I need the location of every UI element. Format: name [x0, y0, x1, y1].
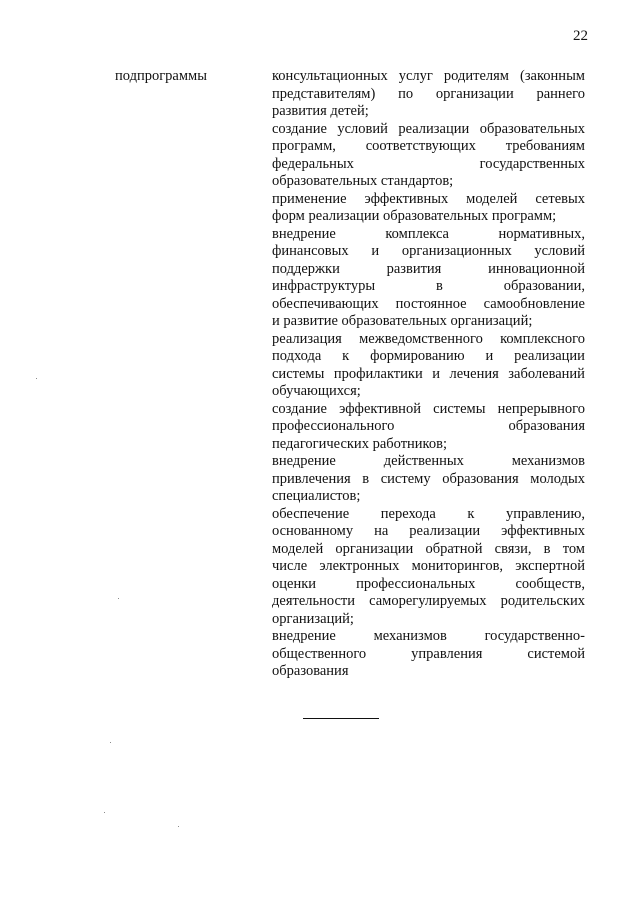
text-word: подхода — [272, 348, 322, 364]
text-line — [272, 86, 585, 104]
text-word: сообществ, — [515, 575, 585, 592]
text-word: поддержки — [272, 260, 340, 277]
text-word: управлению, — [505, 505, 585, 522]
text-line — [272, 646, 585, 664]
text-word: реализации — [398, 120, 470, 137]
text-word: организации — [335, 540, 414, 557]
program-goals-text — [272, 68, 585, 681]
scan-speck — [36, 378, 37, 379]
text-line — [272, 243, 585, 261]
text-word: педагогических работников; — [272, 435, 447, 452]
text-word: реализации — [409, 523, 481, 539]
text-word: сетевых — [535, 190, 585, 207]
text-word: в — [362, 470, 370, 487]
text-word: связи, — [494, 540, 532, 557]
text-word: федеральных — [272, 155, 354, 172]
text-line — [272, 611, 585, 629]
text-line — [272, 121, 585, 139]
text-word: организации — [435, 85, 514, 102]
text-line — [272, 226, 585, 244]
text-word: лечения — [449, 365, 499, 382]
text-word: требованиям — [505, 138, 585, 154]
text-line — [272, 278, 585, 296]
text-word: на — [374, 523, 389, 539]
text-word: мониторингов, — [411, 558, 504, 574]
text-word: управления — [411, 645, 483, 662]
text-word: применение — [272, 190, 347, 207]
end-divider-line — [303, 718, 379, 719]
text-word: обучающихся; — [272, 383, 361, 399]
text-word: организаций; — [272, 610, 354, 627]
text-line — [272, 331, 585, 349]
text-word: условий — [534, 243, 585, 259]
text-word: к — [467, 505, 475, 522]
text-word: оценки — [272, 575, 317, 592]
text-word: моделей — [272, 540, 324, 557]
text-word: внедрение — [272, 453, 336, 469]
text-word: межведомственного — [359, 330, 483, 347]
text-line — [272, 401, 585, 419]
section-label: подпрограммы — [115, 68, 207, 84]
text-word: комплекса — [385, 225, 449, 242]
text-line — [272, 453, 585, 471]
text-word: инновационной — [488, 260, 585, 277]
text-word: организационных — [401, 243, 512, 259]
text-word: механизмов — [373, 628, 447, 644]
text-word: образования — [272, 663, 349, 679]
text-word: реализация — [272, 330, 342, 347]
text-line — [272, 471, 585, 489]
text-word: привлечения — [272, 470, 351, 487]
text-word: создание — [272, 120, 327, 137]
text-line — [272, 436, 585, 454]
text-word: эффективной — [339, 400, 421, 417]
text-word: молодых — [530, 470, 585, 487]
text-word: программ, — [272, 138, 336, 154]
text-word: образовании, — [503, 278, 585, 294]
text-word: электронных — [319, 558, 400, 574]
scan-speck — [118, 598, 119, 599]
text-word: (законным — [520, 68, 585, 84]
text-word: развития — [386, 260, 442, 277]
text-word: к — [342, 348, 350, 364]
text-word: обеспечение — [272, 505, 350, 522]
text-word: финансовых — [272, 243, 349, 259]
text-line — [272, 506, 585, 524]
text-word: образования — [442, 470, 519, 487]
text-word: профессиональных — [356, 575, 476, 592]
text-word: основанному — [272, 523, 354, 539]
text-word: системы — [433, 400, 486, 417]
text-word: соответствующих — [365, 138, 476, 154]
text-line — [272, 366, 585, 384]
text-line — [272, 156, 585, 174]
text-word: родительских — [500, 593, 585, 609]
text-word: и развитие образовательных организаций; — [272, 313, 533, 329]
text-line — [272, 208, 585, 226]
text-word: услуг — [398, 68, 433, 84]
text-word: и — [432, 365, 440, 382]
text-line — [272, 418, 585, 436]
text-line — [272, 103, 585, 121]
text-word: раннего — [536, 85, 585, 102]
text-word: государственно- — [484, 628, 585, 644]
text-word: обеспечивающих — [272, 295, 379, 312]
text-word: системой — [527, 645, 585, 662]
text-word: моделей — [466, 190, 518, 207]
text-line — [272, 576, 585, 594]
page-number: 22 — [573, 28, 588, 44]
text-word: образовательных стандартов; — [272, 173, 454, 189]
text-word: образовательных — [479, 120, 585, 137]
text-word: том — [562, 540, 585, 557]
text-word: действенных — [383, 453, 464, 469]
text-word: общественного — [272, 645, 367, 662]
text-word: профессионального — [272, 418, 395, 434]
text-line — [272, 541, 585, 559]
text-line — [272, 138, 585, 156]
text-line — [272, 663, 585, 681]
scan-speck — [104, 812, 105, 813]
text-word: экспертной — [515, 558, 585, 574]
text-word: систему — [380, 470, 431, 487]
scan-speck — [178, 826, 179, 827]
text-word: перехода — [380, 505, 436, 522]
text-word: развития детей; — [272, 103, 369, 119]
text-word: государственных — [479, 155, 585, 172]
text-word: эффективных — [501, 523, 585, 539]
text-word: родителям — [443, 68, 509, 84]
text-line — [272, 383, 585, 401]
text-word: по — [398, 85, 414, 102]
text-line — [272, 68, 585, 86]
text-word: деятельности — [272, 593, 356, 609]
text-word: саморегулируемых — [369, 593, 487, 609]
text-word: самообновление — [483, 295, 585, 312]
text-line — [272, 296, 585, 314]
text-line — [272, 173, 585, 191]
text-word: форм реализации образовательных программ; — [272, 208, 557, 224]
text-word: профилактики — [333, 365, 423, 382]
text-word: специалистов; — [272, 488, 361, 504]
text-line — [272, 348, 585, 366]
text-line — [272, 191, 585, 209]
text-word: представителям) — [272, 85, 376, 102]
scan-speck — [110, 742, 111, 743]
text-word: консультационных — [272, 68, 388, 84]
text-word: реализации — [514, 348, 585, 364]
text-line — [272, 593, 585, 611]
text-word: механизмов — [511, 453, 585, 469]
text-line — [272, 523, 585, 541]
text-line — [272, 488, 585, 506]
text-word: образования — [508, 418, 585, 434]
text-word: числе — [272, 558, 308, 574]
text-word: системы — [272, 365, 325, 382]
text-word: внедрение — [272, 628, 336, 644]
text-word: нормативных, — [498, 225, 585, 242]
text-line — [272, 261, 585, 279]
text-word: в — [436, 278, 443, 294]
text-word: постоянное — [395, 295, 467, 312]
text-word: комплексного — [500, 330, 585, 347]
text-word: непрерывного — [497, 400, 585, 417]
text-word: в — [543, 540, 551, 557]
text-word: создание — [272, 400, 327, 417]
text-word: эффективных — [364, 190, 449, 207]
text-word: обратной — [425, 540, 483, 557]
text-line — [272, 628, 585, 646]
text-line — [272, 558, 585, 576]
text-line — [272, 313, 585, 331]
text-word: и — [485, 348, 494, 364]
text-word: заболеваний — [508, 365, 585, 382]
text-word: условий — [337, 120, 388, 137]
text-word: формированию — [370, 348, 465, 364]
text-word: и — [371, 243, 380, 259]
text-word: внедрение — [272, 225, 336, 242]
text-word: инфраструктуры — [272, 278, 376, 294]
